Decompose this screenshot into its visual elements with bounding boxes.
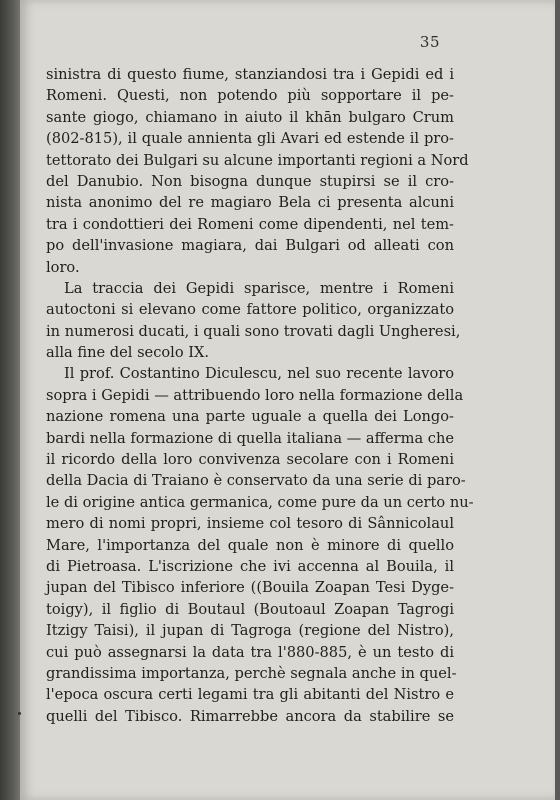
text-line: del Danubio. Non bisogna dunque stupirsi se il cro- [46, 172, 454, 190]
text-line: grandissima importanza, perchè segnala anche in quel- [46, 664, 457, 682]
text-line: di Pietroasa. L'iscrizione che ivi accenna al Bouila, il [46, 557, 454, 575]
text-line: toigy), il figlio di Boutaul (Boutoaul Zoapan Tagrogi [46, 600, 454, 618]
body-text [46, 64, 474, 727]
scan-speck [18, 712, 21, 715]
text-line: tra i condottieri dei Romeni come dipendenti, nel tem- [46, 215, 454, 233]
text-line: nista anonimo del re magiaro Bela ci presenta alcuni [46, 194, 454, 212]
book-page [20, 0, 555, 800]
text-line: tettorato dei Bulgari su alcune importanti regioni a Nord [46, 151, 469, 169]
text-line: quelli del Tibisco. Rimarrebbe ancora da stabilire se [46, 707, 454, 725]
text-line: (802-815), il quale annienta gli Avari ed estende il pro- [46, 130, 454, 148]
text-line: in numerosi ducati, i quali sono trovati dagli Ungheresi, [46, 322, 461, 340]
text-line: le di origine antica germanica, come pure da un certo nu- [46, 493, 474, 511]
text-line: Itzigy Taisi), il jupan di Tagroga (regione del Nistro), [46, 622, 454, 640]
text-line: Il prof. Costantino Diculescu, nel suo recente lavoro [64, 365, 454, 383]
text-line: il ricordo della loro convivenza secolare con i Romeni [46, 451, 454, 469]
text-line: sante giogo, chiamano in aiuto il khān bulgaro Crum [46, 108, 454, 126]
text-line: l'epoca oscura certi legami tra gli abitanti del Nistro e [46, 686, 454, 704]
text-line: mero di nomi propri, insieme col tesoro di Sânnicolaul [46, 515, 454, 533]
text-line: Mare, l'importanza del quale non è minore di quello [46, 536, 454, 554]
text-line: La traccia dei Gepidi sparisce, mentre i Romeni [64, 279, 454, 297]
page-number: 35 [419, 33, 440, 51]
text-line: sinistra di questo fiume, stanziandosi tra i Gepidi ed i [46, 66, 454, 83]
text-line: cui può assegnarsi la data tra l'880-885, è un testo di [46, 643, 454, 661]
text-line: alla fine del secolo IX. [46, 344, 210, 362]
text-line: nazione romena una parte uguale a quella dei Longo- [46, 408, 454, 426]
text-line: autoctoni si elevano come fattore politico, organizzato [46, 301, 454, 319]
text-line: po dell'invasione magiara, dai Bulgari od alleati con [46, 237, 454, 255]
text-line: loro. [46, 258, 80, 276]
book-spine [0, 0, 22, 800]
text-line: bardi nella formazione di quella italiana — afferma che [46, 429, 454, 447]
text-line: Romeni. Questi, non potendo più sopportare il pe- [46, 87, 454, 105]
text-line: sopra i Gepidi — attribuendo loro nella formazione della [46, 386, 464, 404]
text-line: della Dacia di Traiano è conservato da una serie di paro- [46, 472, 466, 490]
text-line: jupan del Tibisco inferiore ((Bouila Zoapan Tesi Dyge- [46, 579, 454, 597]
